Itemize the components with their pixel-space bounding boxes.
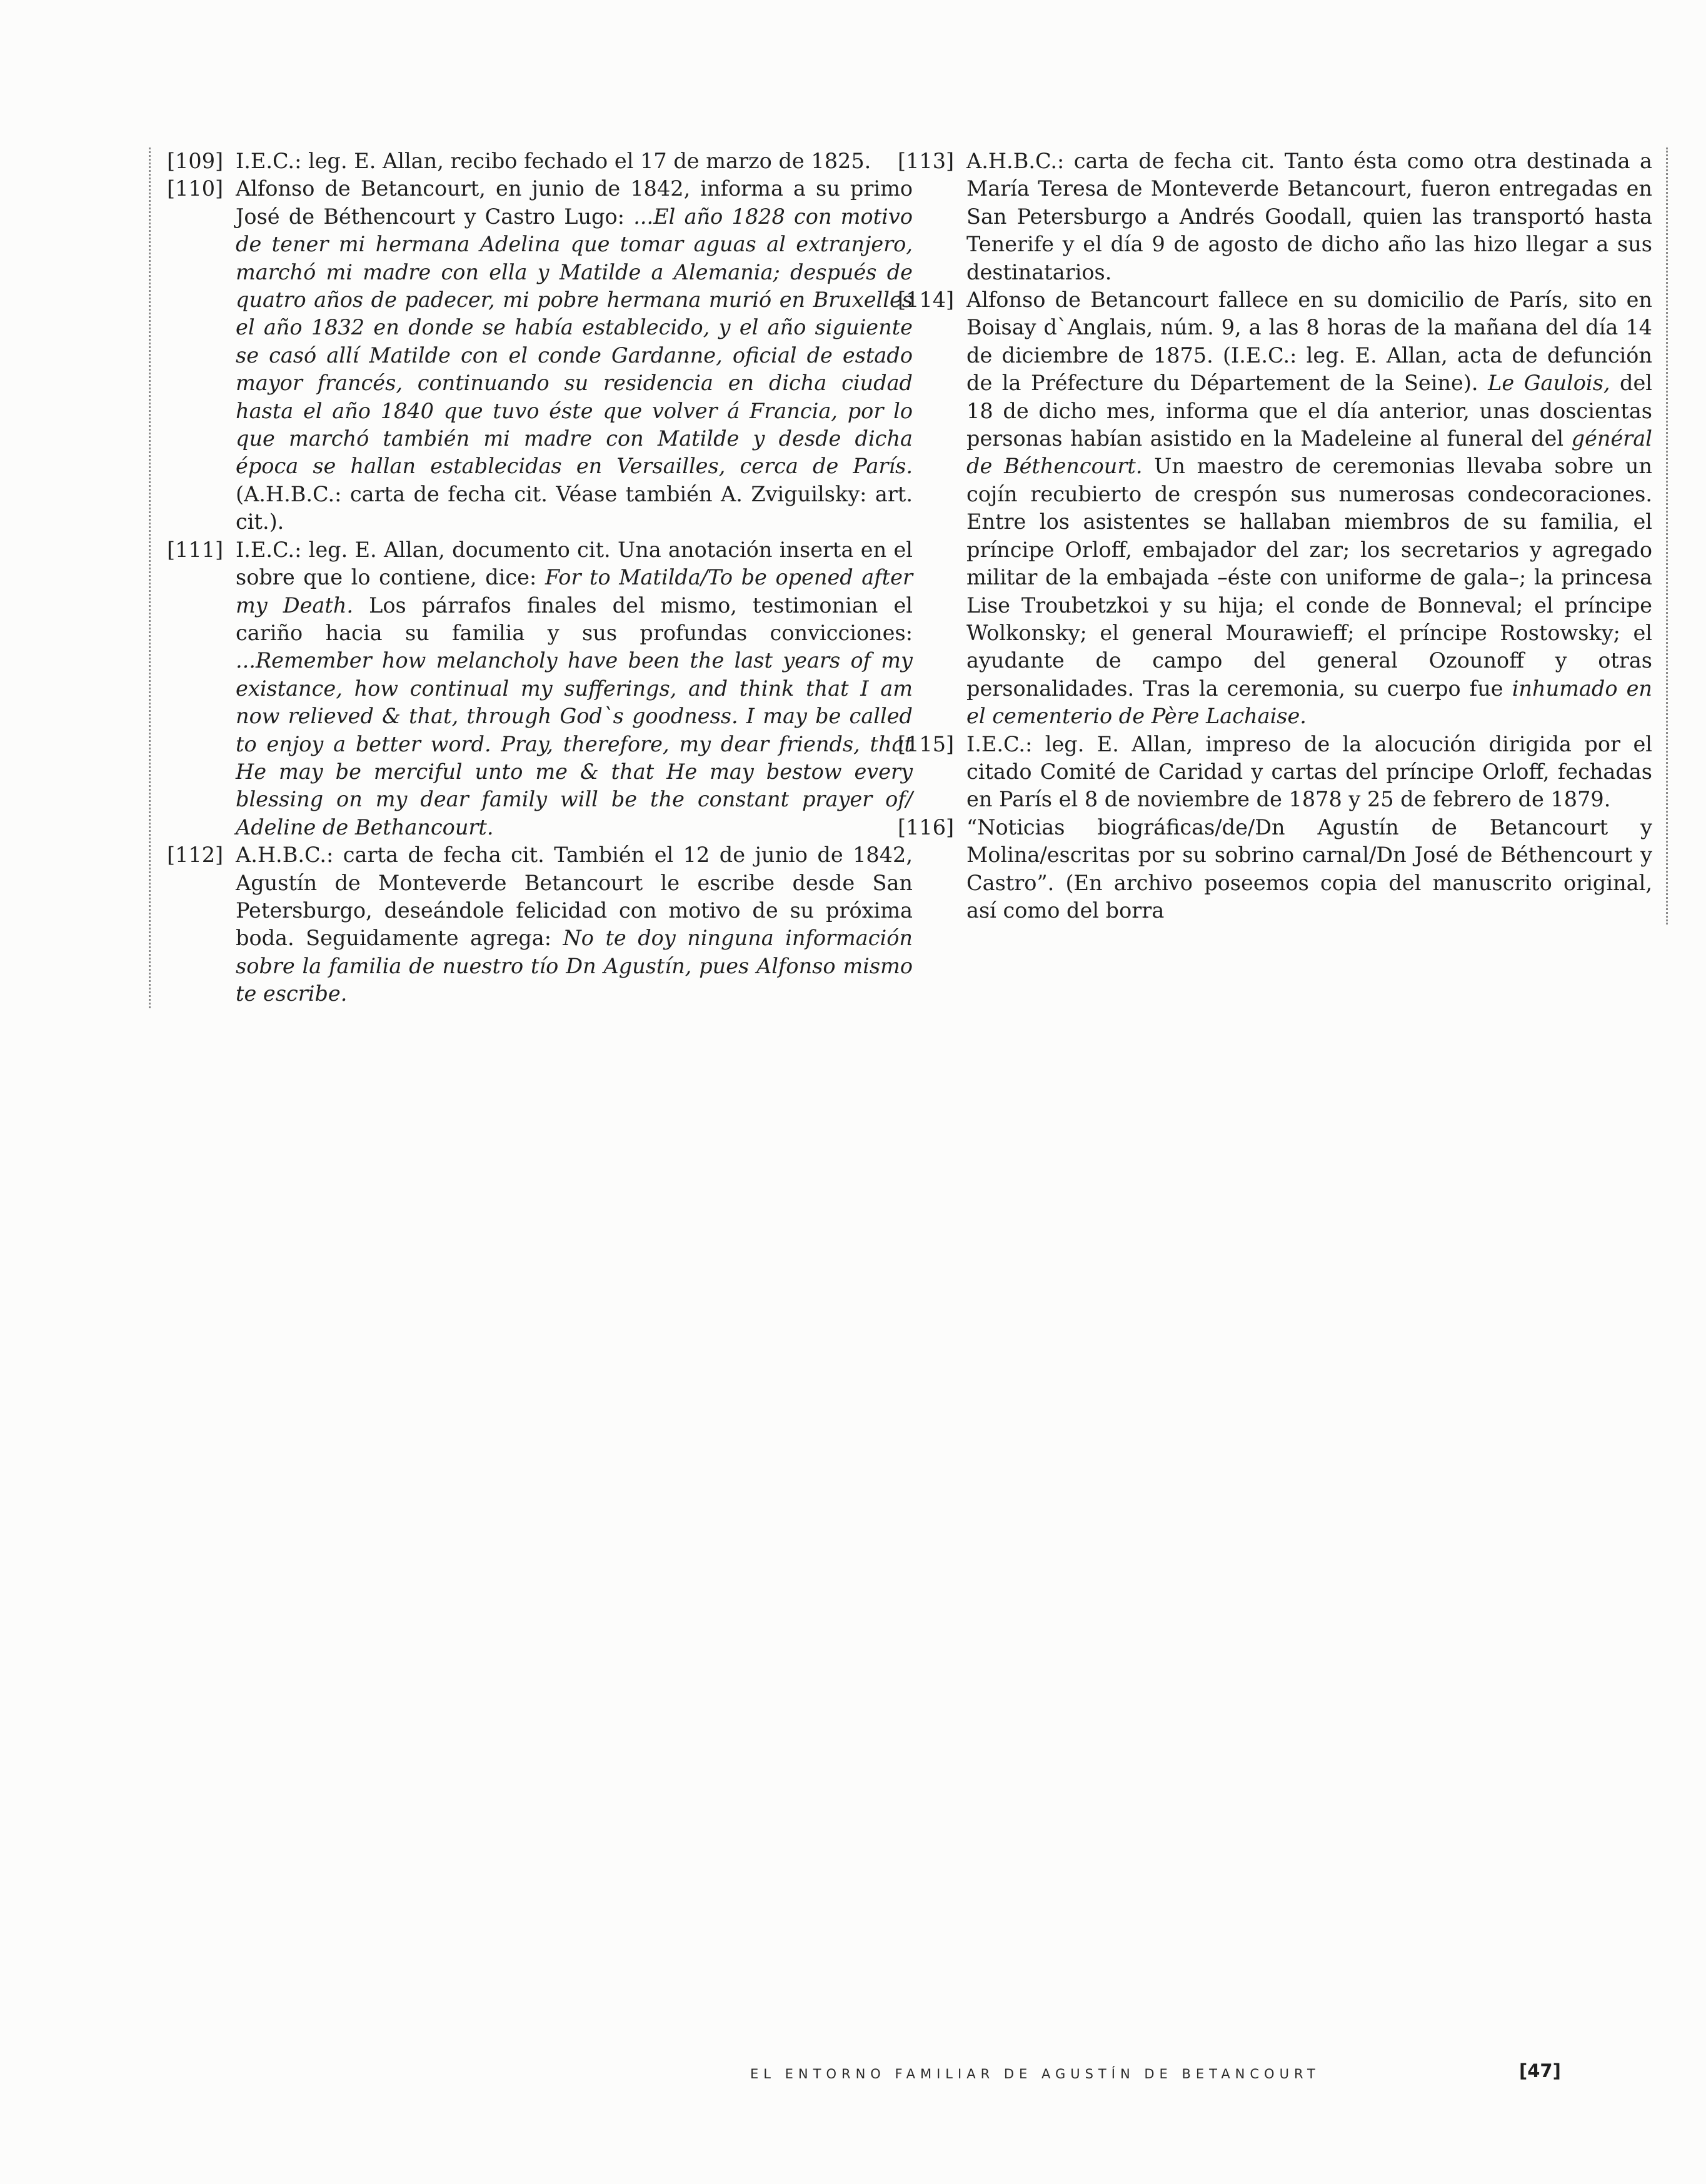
footnote-text [966,731,1652,814]
footnote-number: [109] [167,149,224,173]
footnote [167,175,913,536]
footnote-segment: Un maestro de ceremonias llevaba sobre un cojín recubierto de crespón sus numerosas condecoraciones. Entre los asistentes se hallaban miembros de su familia, el príncipe Orloff, embajador del zar; los secretarios y agregado militar de la embajada –éste con uniforme de gala–; la princesa Lise Troubetzkoi y su hija; el conde de Bonneval; el príncipe Wolkonsky; el general Mourawieff; el príncipe Rostowsky; el ayudante de campo del general Ozounoff y otras personalidades. Tras la ceremonia, su cuerpo fue [966,454,1652,701]
footnote-italic-segment: inhumado en el cementerio de Père Lachaise. [966,676,1652,729]
footnote [167,841,913,1008]
footnote-italic-segment: No te doy ninguna información sobre la familia de nuestro tío Dn Agustín, pues Alfonso mismo te escribe. [236,926,913,1006]
footnote-text [966,148,1652,286]
running-head: EL ENTORNO FAMILIAR DE AGUSTÍN DE BETANCOURT [750,2066,1320,2081]
footnotes-column-right [898,148,1668,924]
footnote [898,286,1652,731]
footnote-italic-segment: général de Béthencourt. [966,426,1652,479]
footnote [898,814,1652,925]
footnote-text [236,148,913,175]
footnote-segment: “Noticias biográficas/de/Dn Agustín de Betancourt y Molina/escritas por su sobrino carnal/Dn José de Béthencourt y Castro”. (En archivo poseemos copia del manuscrito original, así como del borra [966,814,1652,923]
footnote-number: [114] [898,288,955,313]
footnote-segment: Alfonso de Betancourt, en junio de 1842, informa a su primo José de Béthencourt y Castro Lugo: [236,176,913,229]
footnote-segment: (A.H.B.C.: carta de fecha cit. Véase también A. Zviguilsky: art. cit.). [236,481,913,534]
footnote-number: [115] [898,731,955,756]
footnote-text [966,814,1652,925]
page-number: [47] [1519,2060,1561,2081]
footnote [167,536,913,841]
footnote-segment: A.H.B.C.: carta de fecha cit. También el 12 de junio de 1842, Agustín de Monteverde Betancourt le escribe desde San Petersburgo, deseándole felicidad con motivo de su próxima boda. Seguidamente agrega: [236,843,913,951]
footnote-segment: I.E.C.: leg. E. Allan, recibo fechado el 17 de marzo de 1825. [236,149,871,173]
footnote [167,148,913,175]
footnote-text [966,286,1652,731]
footnote-italic-segment: ...Remember how melancholy have been the last years of my existance, how continual my sufferings, and think that I am now relieved & that, through God`s goodness. I may be called to enjoy a better word. Pray, therefore, my dear friends, that He may be merciful unto me & that He may bestow every blessing on my dear family will be the constant prayer of/ Adeline de Bethancourt. [236,648,913,839]
footnote-segment: A.H.B.C.: carta de fecha cit. Tanto ésta como otra destinada a María Teresa de Monteverde Betancourt, fueron entregadas en San Petersburgo a Andrés Goodall, quien las transportó hasta Tenerife y el día 9 de agosto de dicho año las hizo llegar a sus destinatarios. [966,149,1652,284]
footnotes-column-left [149,148,913,1008]
footnote-text [236,536,913,841]
footnote-segment: Alfonso de Betancourt fallece en su domicilio de París, sito en Boisay d`Anglais, núm. 9, a las 8 horas de la mañana del día 14 de diciembre de 1875. (I.E.C.: leg. E. Allan, acta de defunción de la Préfecture du Département de la Seine). [966,288,1652,396]
footnote-segment: I.E.C.: leg. E. Allan, documento cit. Una anotación inserta en el sobre que lo contiene, dice: [236,537,913,590]
footnote-number: [113] [898,149,955,173]
footnote-number: [116] [898,814,955,839]
footnote [898,148,1652,286]
footnote-text [236,175,913,536]
footnote-italic-segment: ...El año 1828 con motivo de tener mi hermana Adelina que tomar aguas al extranjero, marchó mi madre con ella y Matilde a Alemania; después de quatro años de padecer, mi pobre hermana murió en Bruxelles el año 1832 en donde se había establecido, y el año siguiente se casó allí Matilde con el conde Gardanne, oficial de estado mayor francés, continuando su residencia en dicha ciudad hasta el año 1840 que tuvo éste que volver á Francia, por lo que marchó también mi madre con Matilde y desde dicha época se hallan establecidas en Versailles, cerca de París. [236,204,913,479]
footnote [898,731,1652,814]
footnote-number: [110] [167,176,224,201]
footnote-text [236,841,913,1008]
footnote-number: [111] [167,537,224,562]
footnote-segment: del 18 de dicho mes, informa que el día anterior, unas doscientas personas habían asistido en la Madeleine al funeral del [966,371,1652,451]
footnote-number: [112] [167,843,224,868]
footnote-italic-segment: For to Matilda/To be opened after my Death. [236,565,913,618]
footnote-segment: Los párrafos finales del mismo, testimonian el cariño hacia su familia y sus profundas convicciones: [236,593,913,645]
footnote-segment: I.E.C.: leg. E. Allan, impreso de la alocución dirigida por el citado Comité de Caridad y cartas del príncipe Orloff, fechadas en París el 8 de noviembre de 1878 y 25 de febrero de 1879. [966,731,1652,812]
footnote-italic-segment: Le Gaulois, [1488,371,1610,396]
